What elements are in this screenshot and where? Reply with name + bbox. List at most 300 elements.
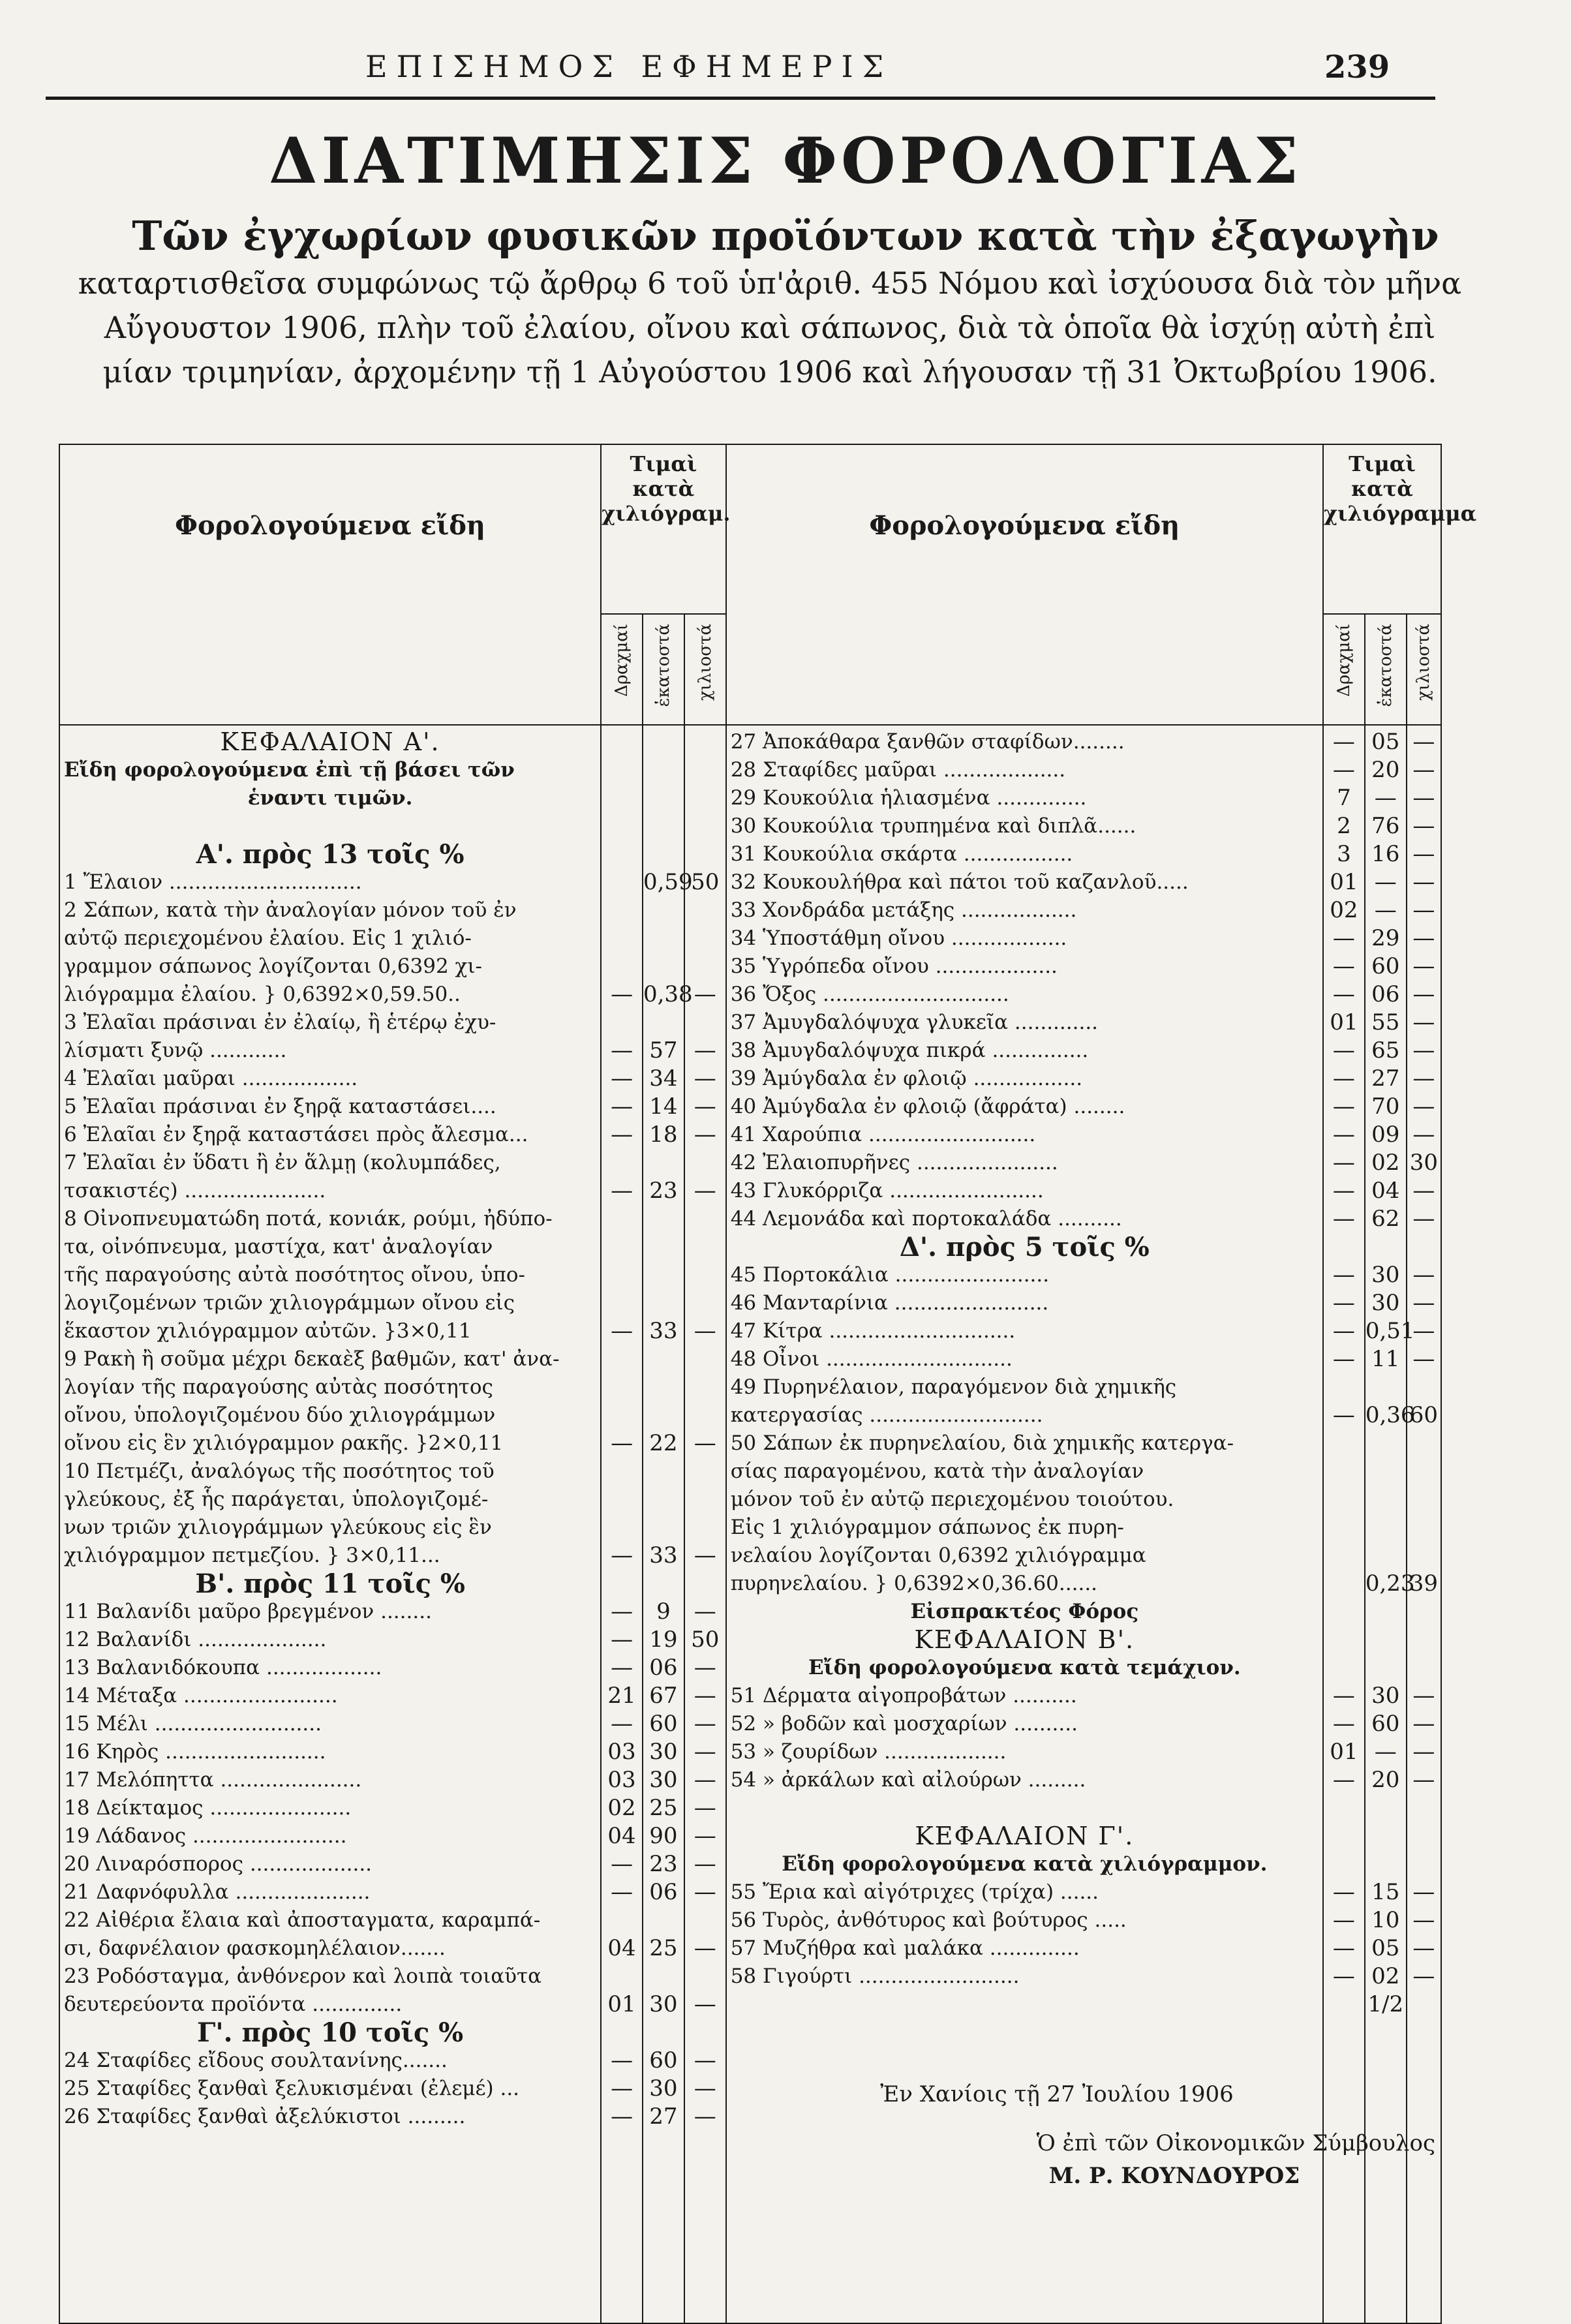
- item-row: 8 Οἰνοπνευματώδη ποτά, κονιάκ, ρούμι, ἠδύπο-: [64, 1207, 553, 1231]
- drachmae-value: 02: [1330, 897, 1358, 923]
- thousandths-value: —: [1412, 1037, 1435, 1063]
- signer-role: Ὁ ἐπὶ τῶν Οἰκονομικῶν Σύμβουλος: [1036, 2130, 1435, 2156]
- item-row: 1 Ἔλαιον ..............................: [64, 870, 362, 894]
- cents-value: 30: [1371, 1262, 1400, 1288]
- section-heading: Γ'. πρὸς 10 τοῖς %: [196, 2019, 464, 2047]
- cents-value: 60: [1371, 953, 1400, 979]
- cents-value: [1365, 1514, 1406, 1542]
- drachmae-value: —: [1332, 1935, 1355, 1961]
- drachmae-value: —: [1332, 1206, 1355, 1232]
- thousandths-value: —: [1412, 1093, 1435, 1120]
- col-head-drachmae-right: Δραχμαί: [1323, 614, 1365, 725]
- empty-cell: [685, 1570, 725, 1598]
- cents-value: 27: [649, 2103, 678, 2130]
- drachmae-value: —: [611, 1178, 633, 1204]
- thousandths-value: —: [694, 1093, 716, 1120]
- item-row: 10 Πετμέζι, ἀναλόγως τῆς ποσότητος τοῦ: [64, 1460, 495, 1483]
- cents-value: [643, 953, 684, 981]
- empty-cell: [685, 728, 725, 756]
- drachmae-value: 04: [607, 1935, 636, 1961]
- item-row: λιόγραμμα ἐλαίου. } 0,6392×0,59.50..: [64, 983, 461, 1006]
- empty-cell: [1407, 1850, 1441, 1878]
- drachmae-value: —: [1332, 925, 1355, 951]
- thousandths-value: —: [1412, 1907, 1435, 1933]
- drachmae-value: [1324, 1542, 1364, 1570]
- cents-value: 06: [1371, 981, 1400, 1007]
- thousandths-value: [685, 1401, 725, 1430]
- cents-value: [643, 1906, 684, 1934]
- item-row: σι, δαφνέλαιον φασκομηλέλαιον.......: [64, 1936, 446, 1960]
- item-row: 23 Ροδόσταγμα, ἀνθόνερον καὶ λοιπὰ τοιαῦτα: [64, 1965, 542, 1988]
- cents-value: [643, 1401, 684, 1430]
- drachmae-value: —: [1332, 1683, 1355, 1709]
- drachmae-value: [602, 1149, 642, 1177]
- right-thousandths-column: [1407, 725, 1441, 2323]
- thousandths-value: —: [1412, 897, 1435, 923]
- thousandths-value: [685, 1458, 725, 1486]
- empty-cell: [643, 1570, 684, 1598]
- item-row: γραμμον σάπωνος λογίζονται 0,6392 χι-: [64, 955, 482, 978]
- thousandths-value: [1407, 1373, 1441, 1401]
- item-row: πυρηνελαίου. } 0,6392×0,36.60......: [730, 1572, 1098, 1595]
- item-row: 27 Ἀποκάθαρα ξανθῶν σταφίδων........: [730, 730, 1125, 754]
- thousandths-value: —: [1412, 1935, 1435, 1961]
- empty-cell: [602, 784, 642, 812]
- thousandths-value: —: [694, 1318, 716, 1344]
- item-row: 7 Ἐλαῖαι ἐν ὕδατι ἢ ἐν ἅλμῃ (κολυμπάδες,: [64, 1151, 501, 1174]
- item-row: 6 Ἐλαῖαι ἐν ξηρᾷ καταστάσει πρὸς ἄλεσμα...: [64, 1123, 528, 1146]
- col-head-cents-right: ἑκατοστά: [1365, 614, 1407, 725]
- drachmae-value: —: [611, 1542, 633, 1568]
- cents-value: 23: [649, 1851, 678, 1877]
- thousandths-value: [685, 953, 725, 981]
- cents-value: 05: [1371, 1935, 1400, 1961]
- empty-cell: [685, 784, 725, 812]
- cents-value: 05: [1371, 729, 1400, 755]
- drachmae-value: 01: [1330, 1009, 1358, 1035]
- thousandths-value: —: [694, 1178, 716, 1204]
- item-row: 50 Σάπων ἐκ πυρηνελαίου, διὰ χημικῆς κατεργα-: [730, 1431, 1234, 1455]
- item-row: λίσματι ξυνῷ ............: [64, 1039, 287, 1062]
- drachmae-value: —: [1332, 1262, 1355, 1288]
- thousandths-value: 60: [1409, 1402, 1438, 1428]
- item-row: 25 Σταφίδες ξανθαὶ ξελυκισμέναι (ἐλεμέ) ...: [64, 2077, 520, 2100]
- section-heading: Δ'. πρὸς 5 τοῖς %: [899, 1233, 1150, 1261]
- item-row: 13 Βαλανιδόκουπα ..................: [64, 1656, 382, 1679]
- drachmae-value: 2: [1337, 813, 1351, 839]
- item-row: 4 Ἐλαῖαι μαῦραι ..................: [64, 1067, 358, 1090]
- thousandths-value: —: [694, 1991, 716, 2017]
- empty-cell: [1324, 1598, 1364, 1626]
- item-row: 57 Μυζήθρα καὶ μαλάκα ..............: [730, 1936, 1080, 1960]
- item-row: 47 Κίτρα .............................: [730, 1319, 1016, 1343]
- drachmae-value: [602, 1401, 642, 1430]
- drachmae-value: —: [1332, 1907, 1355, 1933]
- cents-value: 30: [649, 1739, 678, 1765]
- drachmae-value: —: [1332, 1150, 1355, 1176]
- item-row: 35 Ὑγρόπεδα οἴνου ...................: [730, 955, 1058, 978]
- item-row: 14 Μέταξα ........................: [64, 1684, 338, 1707]
- empty-cell: [602, 728, 642, 756]
- thousandths-value: —: [1412, 1318, 1435, 1344]
- drachmae-value: —: [1332, 1346, 1355, 1372]
- cents-value: 29: [1371, 925, 1400, 951]
- thousandths-value: —: [1412, 1739, 1435, 1765]
- item-row: νελαίου λογίζονται 0,6392 χιλιόγραμμα: [730, 1544, 1146, 1567]
- cents-value: 70: [1371, 1093, 1400, 1120]
- cents-value: [643, 1458, 684, 1486]
- drachmae-value: [602, 1233, 642, 1261]
- item-row: 51 Δέρματα αἰγοπροβάτων ..........: [730, 1684, 1077, 1707]
- cents-value: 30: [649, 2075, 678, 2102]
- thousandths-value: —: [1412, 1767, 1435, 1793]
- drachmae-value: —: [611, 1430, 633, 1456]
- drachmae-value: —: [1332, 953, 1355, 979]
- thousandths-value: —: [694, 1598, 716, 1625]
- item-row: 54 » ἀρκάλων καὶ αἰλούρων .........: [730, 1768, 1086, 1792]
- empty-cell: [1407, 1598, 1441, 1626]
- col-head-item-right: Φορολογούμενα εἴδη: [726, 444, 1323, 725]
- item-row: 19 Λάδανος ........................: [64, 1824, 347, 1848]
- item-row: 32 Κουκουλήθρα καὶ πάτοι τοῦ καζανλοῦ.....: [730, 870, 1189, 894]
- empty-cell: [1365, 1626, 1406, 1654]
- item-row: 26 Σταφίδες ξανθαὶ ἀξελύκιστοι .........: [64, 2105, 466, 2128]
- item-row: 48 Οἶνοι .............................: [730, 1347, 1013, 1371]
- cents-value: 06: [649, 1655, 678, 1681]
- drachmae-value: —: [1332, 1122, 1355, 1148]
- item-row: 24 Σταφίδες εἴδους σουλτανίνης.......: [64, 2049, 448, 2072]
- thousandths-value: [1407, 1542, 1441, 1570]
- section-heading: Εἴδη φορολογούμενα κατὰ χιλιόγραμμον.: [782, 1852, 1268, 1876]
- col-head-drachmae: Δραχμαί: [601, 614, 643, 725]
- thousandths-value: —: [694, 1823, 716, 1849]
- section-heading: ἑναντι τιμῶν.: [247, 786, 413, 810]
- drachmae-value: —: [611, 1093, 633, 1120]
- drachmae-value: 03: [607, 1739, 636, 1765]
- section-heading: Εἴδη φορολογούμενα κατὰ τεμάχιον.: [808, 1656, 1241, 1679]
- item-row: 12 Βαλανίδι ....................: [64, 1628, 327, 1651]
- item-row: 33 Χονδράδα μετάξης ..................: [730, 898, 1077, 922]
- drachmae-value: [602, 1373, 642, 1401]
- item-row: αὐτῷ περιεχομένου ἐλαίου. Εἰς 1 χιλιό-: [64, 926, 472, 950]
- empty-cell: [602, 840, 642, 868]
- drachmae-value: —: [1332, 1318, 1355, 1344]
- item-row: 44 Λεμονάδα καὶ πορτοκαλάδα ..........: [730, 1207, 1122, 1231]
- right-drachmae-column: [1323, 725, 1365, 2323]
- running-title: ΕΠΙΣΗΜΟΣ ΕΦΗΜΕΡΙΣ: [365, 49, 893, 84]
- drachmae-value: [602, 1289, 642, 1317]
- drachmae-value: [1324, 1514, 1364, 1542]
- drachmae-value: [602, 925, 642, 953]
- thousandths-value: —: [694, 981, 716, 1007]
- drachmae-value: —: [611, 1065, 633, 1092]
- page-number: 239: [1324, 49, 1390, 85]
- cents-value: 62: [1371, 1206, 1400, 1232]
- cents-value: [643, 1289, 684, 1317]
- item-row: νων τριῶν χιλιογράμμων γλεύκους εἰς ἓν: [64, 1516, 492, 1539]
- item-row: 37 Ἀμυγδαλόψυχα γλυκεῖα .............: [730, 1011, 1099, 1034]
- thousandths-value: [685, 1373, 725, 1401]
- drachmae-value: [602, 1345, 642, 1373]
- thousandths-value: —: [694, 1430, 716, 1456]
- thousandths-value: —: [694, 1065, 716, 1092]
- left-thousandths-column: [684, 725, 726, 2323]
- thousandths-value: —: [1412, 1683, 1435, 1709]
- thousandths-value: —: [694, 2075, 716, 2102]
- drachmae-value: [602, 896, 642, 925]
- cents-value: 25: [649, 1935, 678, 1961]
- item-row: οἴνου εἰς ἓν χιλιόγραμμον ρακῆς. }2×0,11: [64, 1431, 504, 1455]
- signer-name: Μ. Ρ. ΚΟΥΝΔΟΥΡΟΣ: [1048, 2163, 1300, 2189]
- item-row: κατεργασίας ...........................: [730, 1403, 1043, 1427]
- cents-value: 33: [649, 1318, 678, 1344]
- col-head-cents: ἑκατοστά: [643, 614, 684, 725]
- item-row: 39 Ἀμύγδαλα ἐν φλοιῷ .................: [730, 1067, 1083, 1090]
- left-drachmae-column: [601, 725, 643, 2323]
- item-row: χιλιόγραμμον πετμεζίου. } 3×0,11...: [64, 1544, 440, 1567]
- cents-value: 02: [1371, 1150, 1400, 1176]
- thousandths-value: —: [694, 1122, 716, 1148]
- cents-value: 34: [649, 1065, 678, 1092]
- cents-value: 60: [649, 2047, 678, 2073]
- thousandths-value: [685, 1205, 725, 1233]
- empty-cell: [1407, 1233, 1441, 1261]
- drachmae-value: 21: [607, 1683, 636, 1709]
- thousandths-value: 39: [1409, 1570, 1438, 1597]
- thousandths-value: [1407, 1486, 1441, 1514]
- drachmae-value: —: [611, 1318, 633, 1344]
- item-row: 20 Λιναρόσπορος ...................: [64, 1852, 373, 1876]
- cents-value: 27: [1371, 1065, 1400, 1092]
- cents-value: 0,23: [1365, 1570, 1415, 1597]
- drachmae-value: —: [1332, 1037, 1355, 1063]
- item-row: Εἰς 1 χιλιόγραμμον σάπωνος ἐκ πυρη-: [730, 1516, 1124, 1539]
- item-row: τα, οἰνόπνευμα, μαστίχα, κατ' ἀναλογίαν: [64, 1235, 493, 1259]
- thousandths-value: —: [694, 1739, 716, 1765]
- cents-value: [643, 896, 684, 925]
- thousandths-value: —: [1412, 1178, 1435, 1204]
- item-row: 29 Κουκούλια ἡλιασμένα ..............: [730, 786, 1087, 810]
- left-items-column: [59, 725, 601, 2323]
- cents-value: 09: [1371, 1122, 1400, 1148]
- thousandths-value: [685, 1149, 725, 1177]
- cents-value: 57: [649, 1037, 678, 1063]
- cents-value: 76: [1371, 813, 1400, 839]
- item-row: 55 Ἔρια καὶ αἰγότριχες (τρίχα) ......: [730, 1880, 1099, 1904]
- col-head-price-right: Τιμαὶ κατὰ χιλιόγραμμα: [1323, 444, 1441, 614]
- thousandths-value: [1407, 1458, 1441, 1486]
- item-row: 45 Πορτοκάλια ........................: [730, 1263, 1050, 1287]
- drachmae-value: —: [611, 1122, 633, 1148]
- cents-value: 0,51: [1365, 1318, 1415, 1344]
- cents-value: 0,38: [643, 981, 693, 1007]
- section-heading: ΚΕΦΑΛΑΙΟΝ Α'.: [220, 728, 440, 756]
- section-heading: Β'. πρὸς 11 τοῖς %: [195, 1570, 465, 1598]
- cents-value: 0,59: [643, 869, 693, 895]
- empty-cell: [1365, 1794, 1406, 1822]
- drachmae-value: [602, 1009, 642, 1037]
- empty-cell: [1407, 1822, 1441, 1850]
- thousandths-value: 30: [1409, 1150, 1438, 1176]
- item-row: 3 Ἐλαῖαι πράσιναι ἐν ἐλαίῳ, ἢ ἑτέρῳ ἐχυ-: [64, 1011, 496, 1034]
- drachmae-value: 02: [607, 1795, 636, 1821]
- section-heading: [64, 812, 596, 840]
- drachmae-value: [602, 1458, 642, 1486]
- drachmae-value: 01: [607, 1991, 636, 2017]
- item-row: 15 Μέλι ..........................: [64, 1712, 322, 1735]
- empty-cell: [643, 840, 684, 868]
- item-row: 30 Κουκούλια τρυπημένα καὶ διπλᾶ......: [730, 814, 1136, 838]
- thousandths-value: —: [1412, 1711, 1435, 1737]
- drachmae-value: —: [611, 1851, 633, 1877]
- thousandths-value: —: [694, 1935, 716, 1961]
- cents-value: 67: [649, 1683, 678, 1709]
- cents-value: 65: [1371, 1037, 1400, 1063]
- cents-value: 33: [649, 1542, 678, 1568]
- cents-value: [643, 1486, 684, 1514]
- col-head-item-left: Φορολογούμενα εἴδη: [59, 444, 601, 725]
- cents-value: [643, 1373, 684, 1401]
- drachmae-value: —: [1332, 981, 1355, 1007]
- right-cents-column: [1365, 725, 1415, 2323]
- col-head-thousandths: χιλιοστά: [684, 614, 726, 725]
- empty-cell: [1407, 1794, 1441, 1822]
- cents-value: 30: [649, 1991, 678, 2017]
- page-title: ΔΙΑΤΙΜΗΣΙΣ ΦΟΡΟΛΟΓΙΑΣ: [269, 124, 1302, 198]
- drachmae-value: —: [1332, 1065, 1355, 1092]
- drachmae-value: [602, 953, 642, 981]
- thousandths-value: —: [694, 1851, 716, 1877]
- cents-value: [643, 1514, 684, 1542]
- empty-cell: [1324, 1233, 1364, 1261]
- cents-value: [643, 1205, 684, 1233]
- section-heading: [731, 1794, 1319, 1822]
- cents-value: 11: [1371, 1346, 1400, 1372]
- cents-value: 23: [649, 1178, 678, 1204]
- drachmae-value: [602, 1261, 642, 1289]
- thousandths-value: [1407, 1430, 1441, 1458]
- thousandths-value: —: [694, 1767, 716, 1793]
- cents-value: 10: [1371, 1907, 1400, 1933]
- item-row: 42 Ἐλαιοπυρῆνες ......................: [730, 1151, 1058, 1174]
- drachmae-value: [1324, 1430, 1364, 1458]
- empty-cell: [602, 756, 642, 784]
- item-row: μόνον τοῦ ἐν αὐτῷ περιεχομένου τοιούτου.: [730, 1488, 1174, 1511]
- cents-value: 90: [649, 1823, 678, 1849]
- empty-cell: [602, 2019, 642, 2047]
- thousandths-value: —: [694, 1795, 716, 1821]
- cents-value: —: [1374, 1739, 1397, 1765]
- item-row: 43 Γλυκόρριζα ........................: [730, 1179, 1044, 1202]
- place-date: Ἐν Χανίοις τῇ 27 Ἰουλίου 1906: [880, 2081, 1234, 2107]
- empty-cell: [685, 840, 725, 868]
- item-row: 58 Γιγούρτι .........................: [730, 1965, 1020, 1988]
- drachmae-value: 01: [1330, 869, 1358, 895]
- col-head-price-left: Τιμαὶ κατὰ χιλιόγραμ.: [601, 444, 726, 614]
- item-row: 18 Δείκταμος ......................: [64, 1796, 352, 1820]
- empty-cell: [1324, 1626, 1364, 1654]
- item-row: 21 Δαφνόφυλλα .....................: [64, 1880, 371, 1904]
- empty-cell: [643, 728, 684, 756]
- thousandths-value: —: [694, 1037, 716, 1063]
- thousandths-value: [685, 925, 725, 953]
- thousandths-value: —: [694, 1711, 716, 1737]
- empty-cell: [1324, 1794, 1364, 1822]
- cents-value: [1365, 1458, 1406, 1486]
- empty-cell: [1365, 1850, 1406, 1878]
- item-row: 9 Ρακὴ ἢ σοῦμα μέχρι δεκαὲξ βαθμῶν, κατ' ἀνα-: [64, 1347, 560, 1371]
- drachmae-value: —: [611, 2047, 633, 2073]
- cents-value: [643, 1009, 684, 1037]
- drachmae-value: 01: [1330, 1739, 1358, 1765]
- drachmae-value: —: [611, 1037, 633, 1063]
- intro-paragraph: καταρτισθεῖσα συμφώνως τῷ ἄρθρῳ 6 τοῦ ὑπ'ἀριθ. 455 Νόμου καὶ ἰσχύουσα διὰ τὸν μῆνα Αὔγουστον 1906, πλὴν τοῦ ἐλαίου, οἴνου καὶ σάπωνος, διὰ τὰ ὁποῖα θὰ ἰσχύῃ αὐτὴ ἐπὶ μίαν τριμηνίαν, ἀρχομένην τῇ 1 Αὐγούστου 1906 καὶ λήγουσαν τῇ 31 Ὀκτωβρίου 1906.: [78, 266, 1462, 390]
- item-row: λογίαν τῆς παραγούσης αὐτὰς ποσότητος: [64, 1375, 493, 1399]
- thousandths-value: —: [1412, 1065, 1435, 1092]
- thousandths-value: —: [1412, 1879, 1435, 1905]
- empty-cell: [1324, 1822, 1364, 1850]
- cents-value: 25: [649, 1795, 678, 1821]
- empty-cell: [643, 812, 684, 840]
- drachmae-value: 7: [1337, 785, 1351, 811]
- thousandths-value: —: [1412, 1290, 1435, 1316]
- item-row: 31 Κουκούλια σκάρτα .................: [730, 842, 1073, 866]
- drachmae-value: [602, 1514, 642, 1542]
- cents-value: 0,36: [1365, 1402, 1415, 1428]
- cents-value: [1365, 1430, 1406, 1458]
- drachmae-value: [602, 1963, 642, 1991]
- section-heading: ΚΕΦΑΛΑΙΟΝ Β'.: [914, 1626, 1135, 1654]
- thousandths-value: —: [1412, 1963, 1435, 1989]
- empty-cell: [1365, 1598, 1406, 1626]
- cents-value: [643, 1261, 684, 1289]
- cents-value: 30: [649, 1767, 678, 1793]
- empty-cell: [1365, 1822, 1406, 1850]
- empty-cell: [643, 2019, 684, 2047]
- thousandths-value: [685, 1906, 725, 1934]
- thousandths-value: —: [1412, 1122, 1435, 1148]
- drachmae-value: [1324, 1458, 1364, 1486]
- thousandths-value: [685, 1963, 725, 1991]
- item-row: ἕκαστον χιλιόγραμμον αὐτῶν. }3×0,11: [64, 1319, 472, 1343]
- drachmae-value: —: [1332, 729, 1355, 755]
- drachmae-value: —: [1332, 1290, 1355, 1316]
- thousandths-value: —: [1412, 925, 1435, 951]
- thousandths-value: —: [1412, 729, 1435, 755]
- drachmae-value: [602, 1486, 642, 1514]
- drachmae-value: [1324, 1373, 1364, 1401]
- cents-value: [643, 1345, 684, 1373]
- item-row: δευτερεύοντα προϊόντα ..............: [64, 1993, 403, 2016]
- empty-cell: [602, 1570, 642, 1598]
- drachmae-value: 03: [607, 1767, 636, 1793]
- drachmae-value: —: [611, 1627, 633, 1653]
- thousandths-value: —: [1412, 1206, 1435, 1232]
- cents-value: [643, 1963, 684, 1991]
- cents-value: 60: [1371, 1711, 1400, 1737]
- thousandths-value: [685, 1345, 725, 1373]
- thousandths-value: [685, 896, 725, 925]
- item-row: τῆς παραγούσης αὐτὰ ποσότητος οἴνου, ὑπο-: [64, 1263, 525, 1287]
- drachmae-value: 3: [1337, 841, 1351, 867]
- empty-cell: [685, 756, 725, 784]
- item-row: 46 Μανταρίνια ........................: [730, 1291, 1049, 1315]
- tariff-table: [59, 444, 1477, 2324]
- drachmae-value: [1324, 1570, 1364, 1598]
- col-head-thousandths-right: χιλιοστά: [1407, 614, 1441, 725]
- cents-value: 04: [1371, 1178, 1400, 1204]
- item-row: 2 Σάπων, κατὰ τὴν ἀναλογίαν μόνον τοῦ ἐν: [64, 898, 517, 922]
